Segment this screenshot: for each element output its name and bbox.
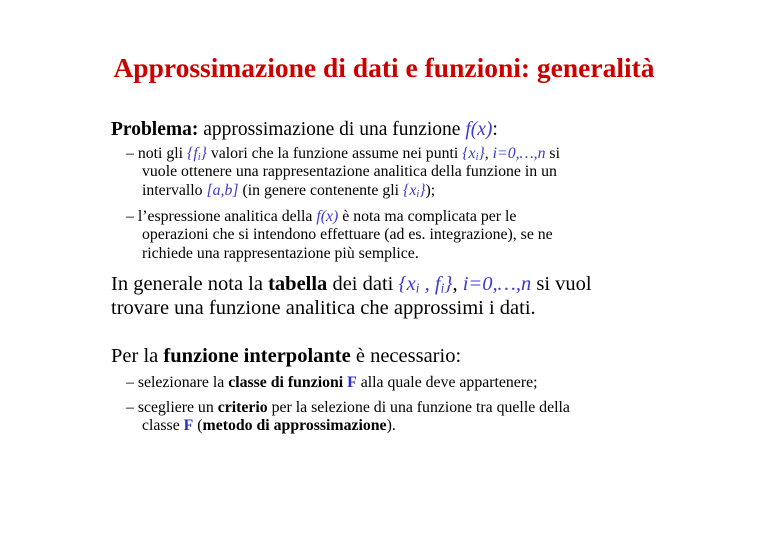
bullet-2-line-3: richiede una rappresentazione più semplice. (142, 244, 419, 262)
general-line-2: trovare una funzione analitica che approssimi i dati. (111, 297, 536, 319)
bullet-4-line-1: – scegliere un criterio per la selezione di una funzione tra quelle della (126, 399, 570, 416)
bullet-2-line-1: – l’espressione analitica della f(x) è nota ma complicata per le (126, 208, 517, 225)
general-line-1: In generale nota la tabella dei dati {$x_i$ , $f_i$}, i=0,…,n si vuol (111, 273, 592, 296)
bullet-2-line-2: operazioni che si intendono effettuare (ad es. integrazione), se ne (142, 226, 553, 244)
general-paragraph (111, 272, 592, 320)
bullet-2 (126, 208, 553, 263)
fx-math: f(x) (465, 119, 493, 140)
problem-label: Problema: (111, 119, 199, 140)
slide-title: Approssimazione di dati e funzioni: generalità (113, 52, 655, 83)
class-F: F (183, 417, 194, 435)
problem-line: Problema: approssimazione di una funzione f(x): (111, 119, 498, 140)
bullet-1 (126, 145, 560, 200)
bullet-1-line-1: – noti gli $\{f_i\}$ valori che la funzione assume nei punti $\{x_i\}$, i=0,…,n si (126, 145, 560, 164)
bullet-1-line-2: vuole ottenere una rappresentazione analitica della funzione in un (142, 163, 557, 181)
interp-line: Per la funzione interpolante è necessario: (111, 345, 462, 367)
bullet-4-line-2: classe F (metodo di approssimazione). (142, 417, 396, 435)
bullet-3-line-1: – selezionare la classe di funzioni F alla quale deve appartenere; (126, 374, 538, 391)
bullet-4 (126, 399, 570, 436)
bullet-3 (126, 374, 537, 392)
bullet-1-line-3: intervallo [a,b] (in genere contenente gli $\{x_i\}$); (142, 181, 436, 200)
class-F: F (347, 374, 357, 391)
